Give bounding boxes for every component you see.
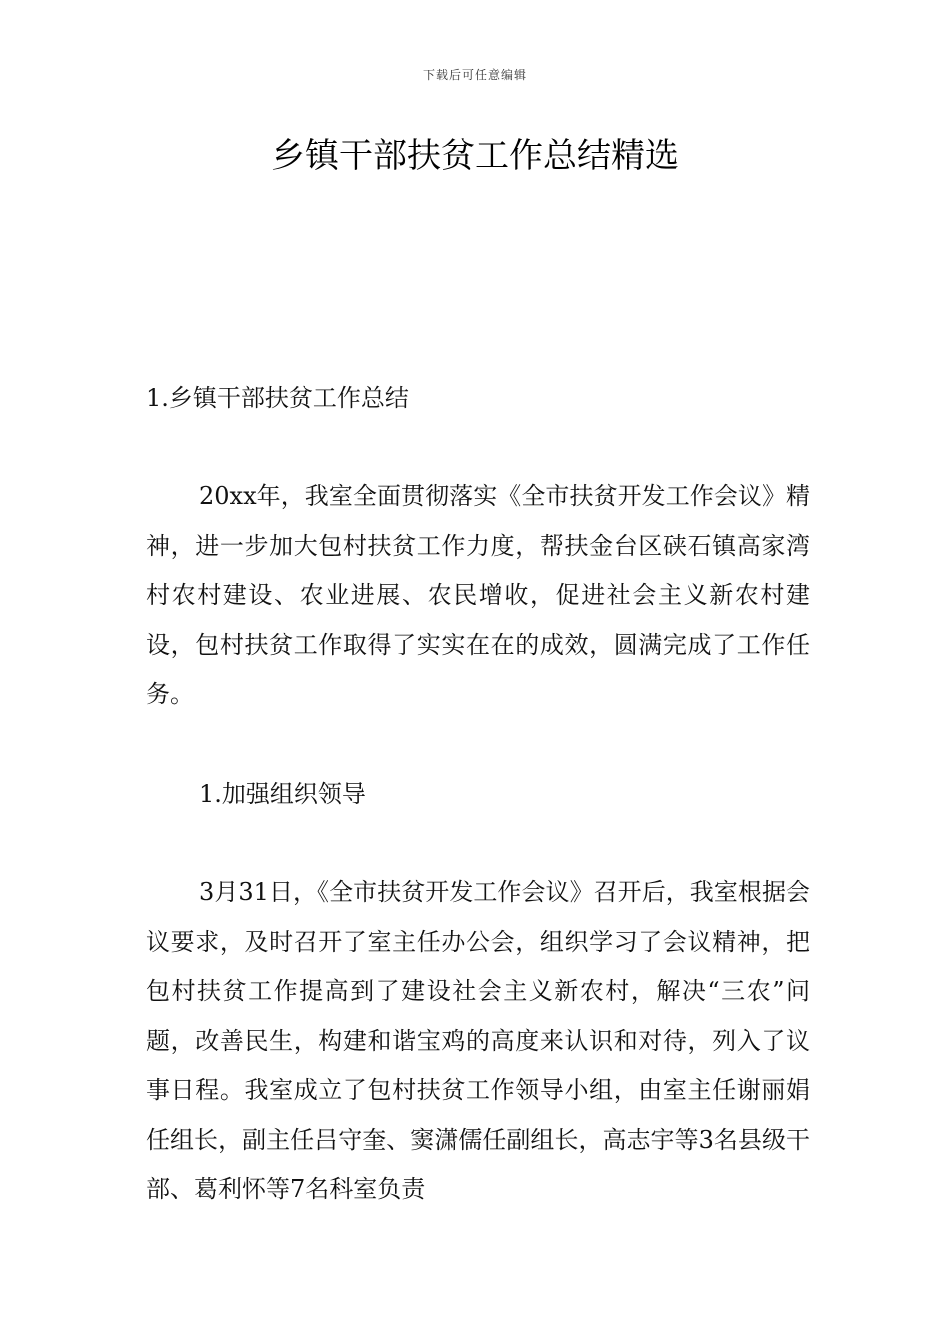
subheading-organization: 1.加强组织领导 [199, 780, 366, 808]
document-title: 乡镇干部扶贫工作总结精选 [271, 136, 679, 176]
paragraph-meeting: 3月31日，《全市扶贫开发工作会议》召开后，我室根据会议要求，及时召开了室主任办公会，组织学习了会议精神，把包村扶贫工作提高到了建设社会主义新农村，解决“三农”问题，改善民生，构建和谐宝鸡的高度来认识和对待，列入了议事日程。我室成立了包村扶贫工作领导小组，由室主任谢丽娟任组长，副主任吕守奎、窦潇儒任副组长，高志宇等3名县级干部、葛利怀等7名科室负责 [146, 878, 810, 1203]
header-note: 下载后可任意编辑 [422, 68, 527, 82]
paragraph-intro: 20xx年，我室全面贯彻落实《全市扶贫开发工作会议》精神，进一步加大包村扶贫工作力度，帮扶金台区硖石镇高家湾村农村建设、农业进展、农民增收，促进社会主义新农村建设，包村扶贫工作取得了实实在在的成效，圆满完成了工作任务。 [146, 482, 810, 708]
section-heading: 1.乡镇干部扶贫工作总结 [146, 384, 409, 412]
